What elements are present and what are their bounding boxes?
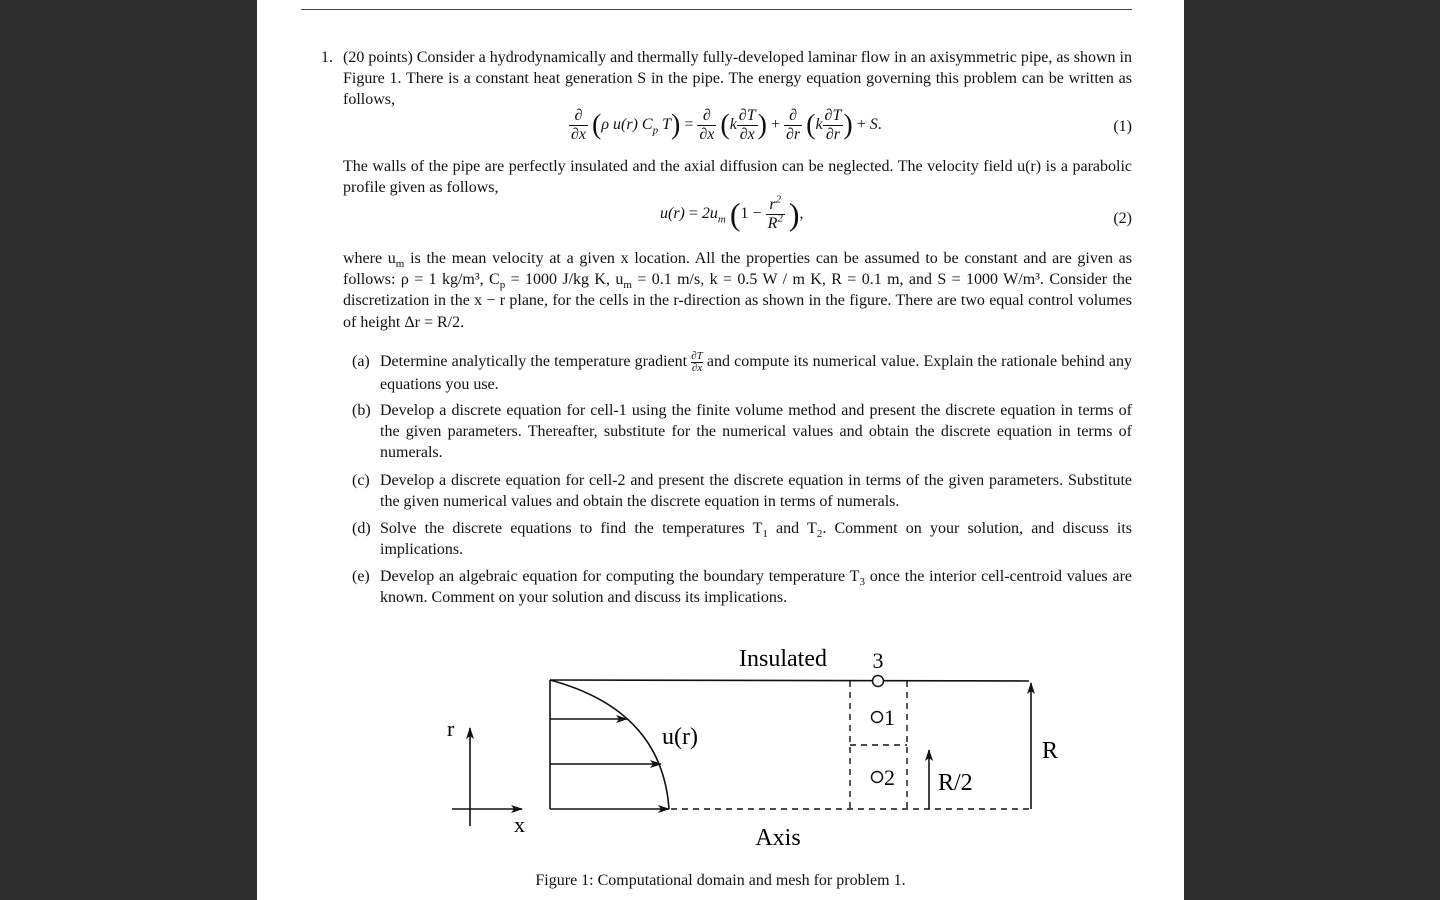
item-e-text-post: once the interior cell-centroid values are known. Comment on your solution and discuss its implications. <box>380 568 1132 607</box>
figure-caption: Figure 1: Computational domain and mesh for problem 1. <box>535 872 906 889</box>
item-b <box>352 400 1132 464</box>
equation-2-number: (2) <box>1113 210 1132 227</box>
pipe-figure <box>257 630 1184 870</box>
item-a: (a) Determine analytically the temperature gradient $\frac{\partial T}{\partial x}$ and compute its numerical value. Explain the rationale behind any equations you use. <box>352 350 1133 393</box>
equation-1-number: (1) <box>1113 118 1132 135</box>
item-d: (d) Solve the discrete equations to find the temperatures $T_1$ and $T_2$. Comment on your solution, and discuss its implications. <box>352 520 1132 559</box>
where-text-4: = 0.1 m/s, k = 0.5 W / m K, R = 0.1 m, and S = 1000 W/m³. Consider the discretization in the x − r plane, for the cells in the r-direction as shown in the figure. There are two equal control volumes of height Δr = R/2. <box>343 271 1133 331</box>
item-label: (e) <box>352 568 370 585</box>
item-e-text-pre: Develop an algebraic equation for computing the boundary temperature T <box>380 568 860 585</box>
equation-2: $u(r) = 2u_m$ (1 − $\frac{r^2}{R^2}$ ), <box>660 193 804 232</box>
item-c-text: Develop a discrete equation for cell-2 and present the discrete equation in terms of the given parameters. Substitute the given numerical values and obtain the discrete equation in terms of numerals. <box>380 472 1132 511</box>
problem-intro <box>321 47 1132 111</box>
node-3-label: 3 <box>872 648 884 673</box>
axis-label: Axis <box>755 825 801 851</box>
velocity-profile-curve <box>550 680 669 809</box>
node-2-label: 2 <box>884 765 895 790</box>
item-a-text-post: and compute its numerical value. Explain the rationale behind any equations you use. <box>380 353 1133 393</box>
problem-number: 1. <box>321 49 333 66</box>
item-d-text-post: . Comment on your solution, and discuss its implications. <box>380 520 1132 559</box>
node-1-label: 1 <box>884 705 895 730</box>
properties-paragraph: where $u_m$ is the mean velocity at a given x location. All the properties can be assumed to be constant and are given as follows: ρ = 1 kg/m³, $C_p = 1000$ J/kg K, $u_m = 0.1$ m/s, k = 0.5 W / m K, R = 0.1 m, and S = 1000 W/m³. Consider the discretization in the x − r plane, for the cells in the r-direction as shown in the figure. There are two equal control volumes of height Δr = R/2. <box>343 250 1133 331</box>
item-d-text-mid: and T <box>767 520 817 537</box>
node-3-circle <box>873 676 884 687</box>
pipe-wall <box>550 680 1029 681</box>
radius-label: R <box>1042 738 1059 764</box>
equation-1: $\frac{\partial}{\partial x}$ (ρ u(r) $C_p$ T) = $\frac{\partial}{\partial x}$ (k $\frac{\partial T}{\partial x}$ ) + $\frac{\partial}{\partial r}$ (k $\frac{\partial T}{\partial r}$ ) + S. <box>571 107 882 143</box>
item-label: (a) <box>352 353 370 370</box>
item-label: (d) <box>352 520 371 537</box>
x-axis-label: x <box>514 812 525 837</box>
where-text-1: where u <box>343 250 396 267</box>
insulated-label: Insulated <box>739 646 827 672</box>
item-label: (c) <box>352 472 370 489</box>
top-rule <box>301 9 1132 10</box>
node-2-circle <box>872 772 883 783</box>
node-1-circle <box>872 712 883 723</box>
r-axis-label: r <box>447 716 455 741</box>
where-text-2: is the mean velocity at a given x location. All the properties can be assumed to be constant and are given as follows: ρ = 1 kg/m³, C <box>343 250 1132 289</box>
document-page <box>257 0 1184 900</box>
item-c <box>352 470 1132 512</box>
item-d-text-pre: Solve the discrete equations to find the temperatures T <box>380 520 763 537</box>
half-radius-label: R/2 <box>938 770 973 796</box>
item-b-text: Develop a discrete equation for cell-1 using the finite volume method and present the discrete equation in terms of the given parameters. Thereafter, substitute for the numerical values and obtain the discrete equation in terms of numerals. <box>380 402 1132 462</box>
where-text-3: = 1000 J/kg K, u <box>505 271 624 289</box>
item-a-text-pre: Determine analytically the temperature gradient <box>380 353 692 371</box>
u-r-label: u(r) <box>662 724 698 750</box>
walls-paragraph: The walls of the pipe are perfectly insulated and the axial diffusion can be neglected. The velocity field u(r) is a parabolic profile given as follows, <box>343 158 1132 197</box>
item-e: (e) Develop an algebraic equation for computing the boundary temperature $T_3$ once the interior cell-centroid values are known. Comment on your solution and discuss its implications. <box>352 568 1132 607</box>
item-label: (b) <box>352 402 371 419</box>
intro-text: (20 points) Consider a hydrodynamically and thermally fully-developed laminar flow in an axisymmetric pipe, as shown in Figure 1. There is a constant heat generation S in the pipe. The energy equation governing this problem can be written as follows, <box>343 49 1132 109</box>
